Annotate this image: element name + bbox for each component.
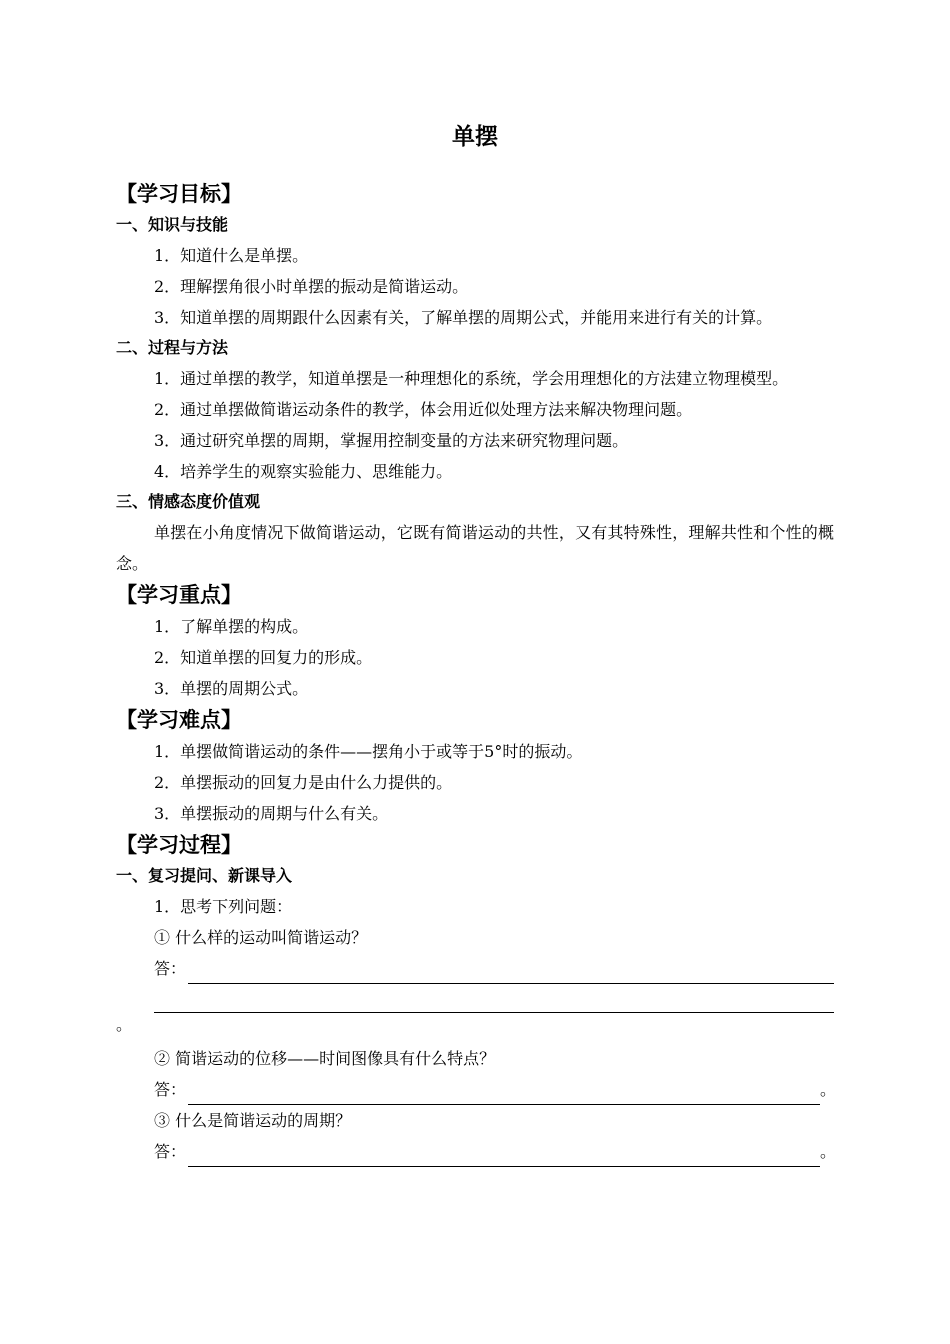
difficulty-item-2: 2．单摆振动的回复力是由什么力提供的。: [154, 773, 453, 792]
answer-3-blank[interactable]: [188, 1146, 820, 1167]
knowledge-heading: 一、知识与技能: [116, 215, 229, 234]
objectives-heading: 【学习目标】: [116, 182, 242, 206]
process-method-item-4: 4．培养学生的观察实验能力、思维能力。: [154, 462, 453, 481]
document-title: 单摆: [452, 124, 498, 150]
learning-process-heading: 【学习过程】: [116, 833, 242, 857]
difficulty-item-1: 1．单摆做简谐运动的条件——摆角小于或等于5°时的振动。: [154, 742, 583, 761]
answer-1-blank[interactable]: [188, 963, 834, 984]
attitude-heading: 三、情感态度价值观: [116, 492, 261, 511]
difficulty-item-3: 3．单摆振动的周期与什么有关。: [154, 804, 389, 823]
knowledge-item-1: 1．知道什么是单摆。: [154, 246, 309, 265]
knowledge-item-3: 3．知道单摆的周期跟什么因素有关，了解单摆的周期公式，并能用来进行有关的计算。: [154, 308, 773, 327]
attitude-text: 单摆在小角度情况下做简谐运动，它既有简谐运动的共性，又有其特殊性，理解共性和个性的概念。: [116, 523, 834, 573]
answer-2-period: 。: [820, 1080, 837, 1099]
answer-1-blank-line-2[interactable]: [154, 984, 834, 1013]
answer-1-row: [116, 953, 834, 984]
process-method-item-1: 1．通过单摆的教学，知道单摆是一种理想化的系统，学会用理想化的方法建立物理模型。: [154, 369, 789, 388]
answer-3-period: 。: [820, 1142, 837, 1161]
difficulties-heading: 【学习难点】: [116, 708, 242, 732]
question-2: ② 简谐运动的位移——时间图像具有什么特点？: [154, 1049, 496, 1068]
answer-1-label: 答：: [154, 959, 187, 978]
review-heading: 一、复习提问、新课导入: [116, 866, 293, 885]
process-method-item-3: 3．通过研究单摆的周期，掌握用控制变量的方法来研究物理问题。: [154, 431, 629, 450]
answer-2-blank[interactable]: [188, 1084, 820, 1105]
answer-2-label: 答：: [154, 1080, 187, 1099]
key-point-item-2: 2．知道单摆的回复力的形成。: [154, 648, 373, 667]
document-body: [116, 178, 837, 1167]
review-intro: 1．思考下列问题：: [154, 897, 293, 916]
key-point-item-3: 3．单摆的周期公式。: [154, 679, 309, 698]
key-points-heading: 【学习重点】: [116, 583, 242, 607]
question-1: ① 什么样的运动叫简谐运动？: [154, 928, 368, 947]
question-3: ③ 什么是简谐运动的周期？: [154, 1111, 352, 1130]
answer-2-row: [116, 1074, 837, 1105]
answer-1-period: 。: [116, 1015, 133, 1034]
process-method-heading: 二、过程与方法: [116, 338, 229, 357]
process-method-item-2: 2．通过单摆做简谐运动条件的教学，体会用近似处理方法来解决物理问题。: [154, 400, 693, 419]
answer-3-row: [116, 1136, 837, 1167]
answer-3-label: 答：: [154, 1142, 187, 1161]
key-point-item-1: 1．了解单摆的构成。: [154, 617, 309, 636]
knowledge-item-2: 2．理解摆角很小时单摆的振动是简谐运动。: [154, 277, 469, 296]
